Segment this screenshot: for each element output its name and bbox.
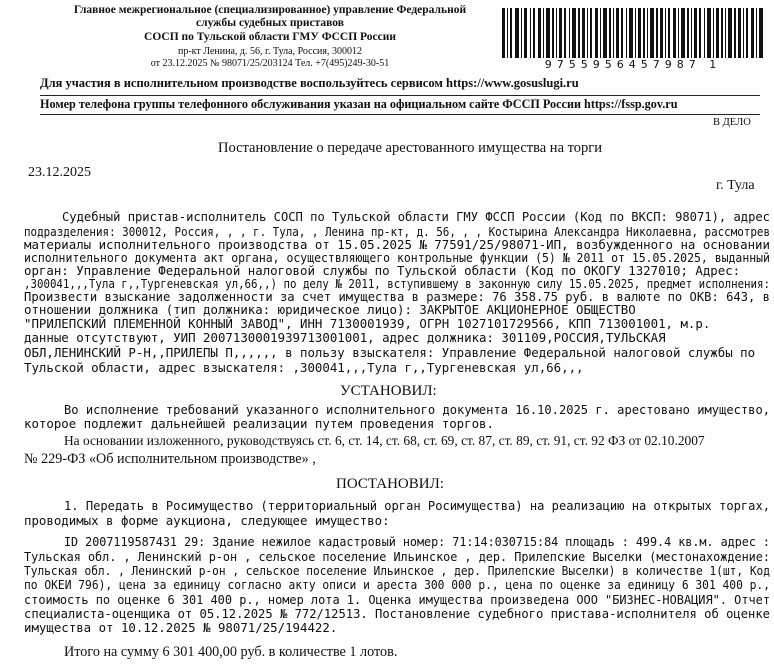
- para5-line-1: ID 2007119587431 29: Здание нежилое кадастровый номер: 71:14:030715:84 площадь : 499.4 кв.м. адрес :: [64, 534, 770, 549]
- para1-line-2: подразделения: 300012, Россия, , , г. Тула, , Ленина пр-кт, д. 56, , , Костырина Александра Николаевна, рассмотрев: [24, 224, 770, 239]
- para5-line-4: по ОКЕИ 796), цена за единицу согласно акту описи и ареста 300 000 р., цена по оценке за единицу 6 301 400 р.,: [24, 577, 770, 592]
- header-line-2: службы судебных приставов: [196, 17, 344, 29]
- barcode: [500, 8, 766, 58]
- para5-line-7: имущества от 10.12.2025 № 98071/25/194422.: [24, 620, 338, 635]
- para2-line-1: Во исполнение требований указанного исполнительного документа 16.10.2025 г. арестовано имущество,: [64, 402, 771, 417]
- para1-line-9: "ПРИЛЕПСКИЙ ПЛЕМЕННОЙ КОННЫЙ ЗАВОД", ИНН 7130001939, ОГРН 1027101729566, КПП 713001001, м.р.: [24, 316, 711, 331]
- header-line-1: Главное межрегиональное (специализированное) управление Федеральной: [73, 4, 467, 16]
- header-line-5: от 23.12.2025 № 98071/25/203124 Тел. +7(495)249-30-51: [150, 58, 390, 69]
- para5-line-5: стоимость по оценке 6 301 400 р., номер лота 1. Оценка имущества произведена ООО "БИЗНЕС-НОВАЦИЯ". Отчет: [24, 592, 771, 607]
- para1-line-12: Тульской области, адрес взыскателя: ,300041,,,Тула г,,Тургеневская ул,66,,,: [24, 360, 584, 375]
- para1-line-8: отношении должника (тип должника: юридическое лицо): ЗАКРЫТОЕ АКЦИОНЕРНОЕ ОБЩЕСТВО: [24, 302, 636, 317]
- para3-line-1: На основании изложенного, руководствуясь ст. 6, ст. 14, ст. 68, ст. 69, ст. 87, ст. 89, ст. 91, ст. 92 ФЗ от 02.10.2007: [64, 433, 705, 448]
- para2-line-2: которое подлежит дальнейшей реализации путем проведения торгов.: [24, 416, 494, 431]
- para4-line-1: 1. Передать в Росимущество (территориальный орган Росимущества) на реализацию на открытых торгах,: [64, 498, 771, 513]
- document-city: г. Тула: [716, 178, 755, 193]
- section-ustanovil: УСТАНОВИЛ:: [340, 383, 437, 399]
- gosuslugi-note: Для участия в исполнительном производстве воспользуйтесь сервисом https://www.gosuslugi.ru: [40, 76, 579, 90]
- para1-line-5: орган: Управление Федеральной налоговой службы по Тульской области (Код по ОКОГУ 1327010; Адрес:: [24, 263, 741, 278]
- para5-line-3: Тульская обл. , Ленинский р-он , сельское поселение Ильинское , дер. Прилепские Выселки) в количестве 1(шт, Код: [24, 563, 770, 578]
- para1-line-3: материалы исполнительного производства от 15.05.2025 № 77591/25/98071-ИП, возбужденного на основании: [24, 237, 770, 252]
- document-date: 23.12.2025: [28, 165, 91, 180]
- para3-line-2: № 229-ФЗ «Об исполнительном производстве» ,: [24, 451, 316, 467]
- total-line: Итого на сумму 6 301 400,00 руб. в количестве 1 лотов.: [64, 644, 398, 660]
- para1-line-10: данные отсутствуют, УИП 2007130001939713001001, адрес должника: 301109,РОССИЯ,ТУЛЬСКАЯ: [24, 330, 666, 345]
- section-postanovil: ПОСТАНОВИЛ:: [336, 476, 444, 492]
- para4-line-2: проводимых в форме аукциона, следующее имущество:: [24, 513, 390, 528]
- para1-line-6: ,300041,,,Тула г,,Тургеневская ул,66,,) по делу № 2011, вступившему в законную силу 15.05.2025, предмет исполнения:: [24, 276, 771, 291]
- document-title: Постановление о передаче арестованного имущества на торги: [218, 140, 602, 156]
- barcode-digits: 9755956457987 1: [544, 58, 722, 71]
- header-line-4: пр-кт Ленина, д. 56, г. Тула, Россия, 300012: [178, 46, 362, 57]
- phone-note: Номер телефона группы телефонного обслуживания указан на официальном сайте ФССП России https://fssp.gov.ru: [40, 97, 678, 111]
- header-line-3: СОСП по Тульской области ГМУ ФССП России: [144, 31, 396, 43]
- para1-line-4: исполнительного документа акт органа, осуществляющего контрольные функции (5) № 2011 от 15.05.2025, выданный: [24, 250, 770, 265]
- para1-line-7: Произвести взыскание задолженности за счет имущества в размере: 76 358.75 руб. в валюте по ОКВ: 643, в: [24, 289, 770, 304]
- header-divider-bottom: [40, 114, 760, 115]
- para5-line-2: Тульская обл. , Ленинский р-он , сельское поселение Ильинское , дер. Прилепские Выселки (местонахождение:: [24, 549, 770, 564]
- header-divider-top: [40, 95, 760, 96]
- para5-line-6: специалиста-оценщика от 05.12.2025 № 772/12513. Постановление судебного пристава-исполнителя об оценке: [24, 606, 770, 621]
- para1-line-11: ОБЛ,ЛЕНИНСКИЙ Р-Н,,ПРИЛЕПЫ П,,,,,, в пользу взыскателя: Управление Федеральной налоговой службы по: [24, 345, 756, 360]
- para1-line-1: Судебный пристав-исполнитель СОСП по Тульской области ГМУ ФССП России (Код по ВКСП: 98071), адрес: [62, 209, 770, 224]
- v-delo-stamp: В ДЕЛО: [713, 117, 751, 128]
